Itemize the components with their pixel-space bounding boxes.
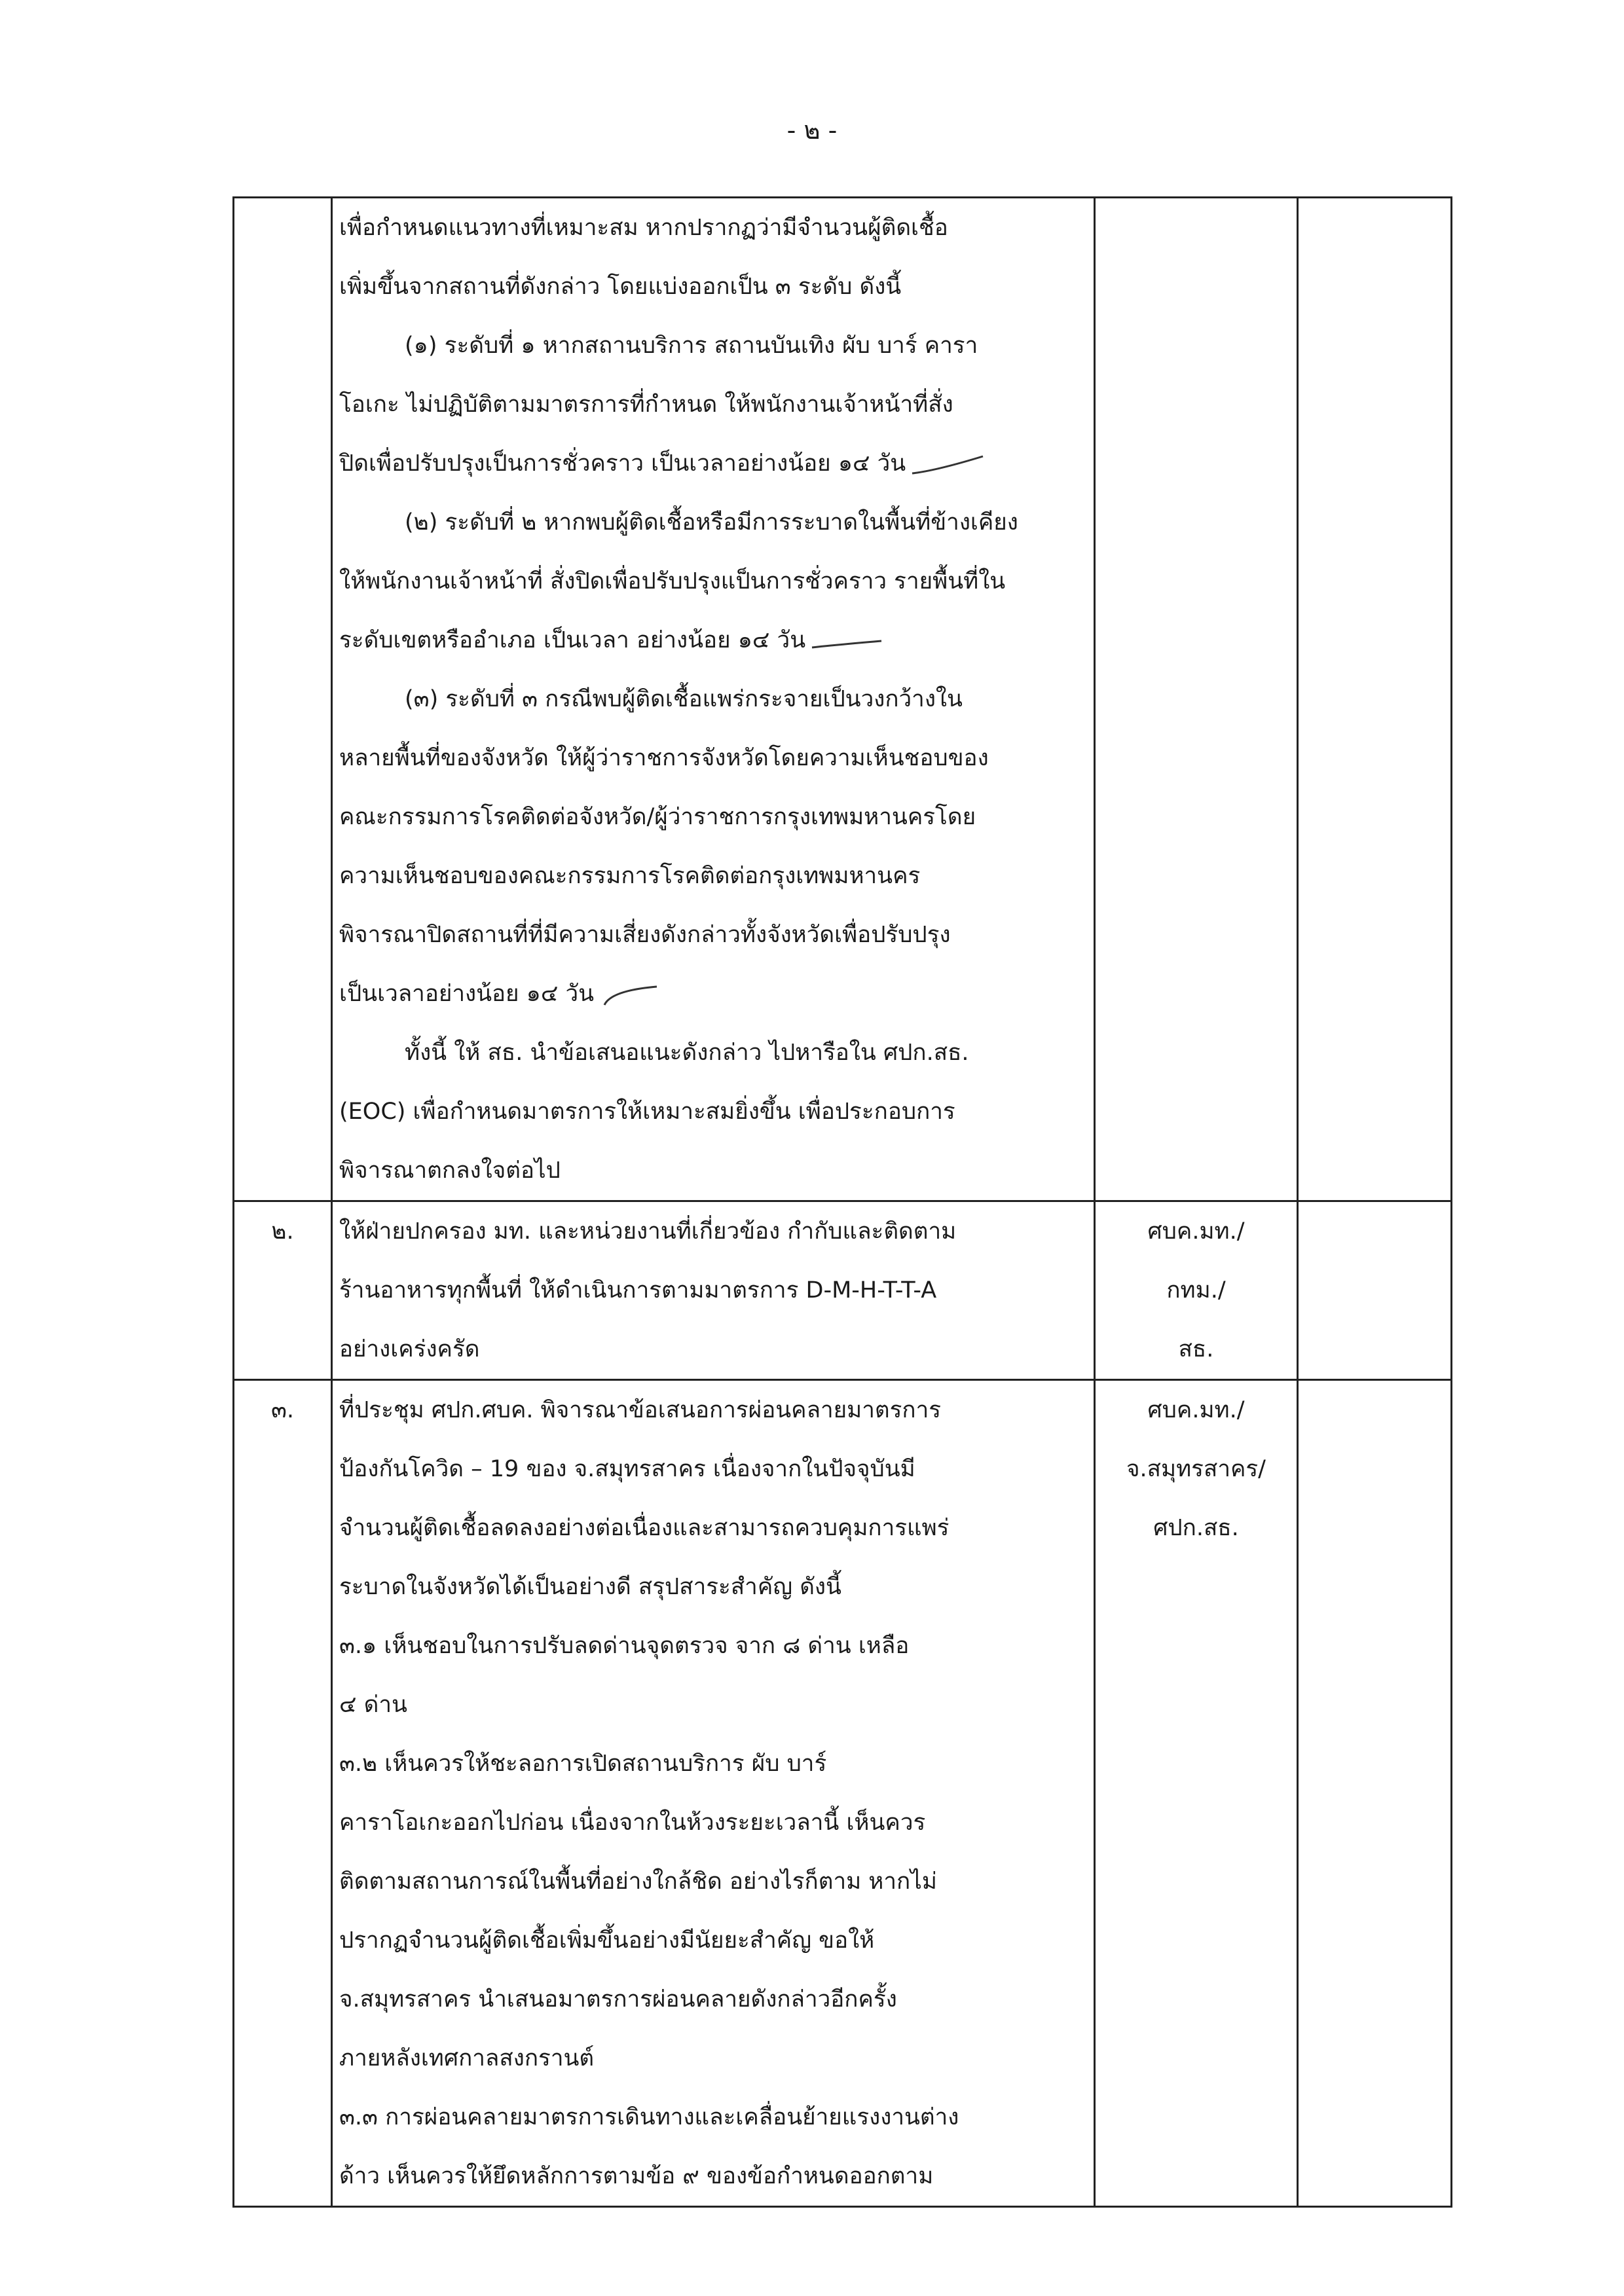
responsible-agency (1095, 1380, 1298, 2207)
text-line: ทั้งนี้ ให้ สธ. นำข้อเสนอแนะดังกล่าว ไปหารือใน ศปก.สธ. (405, 1040, 969, 1066)
table-row (234, 198, 1452, 1201)
item-number (234, 198, 332, 1201)
text-line: ป้องกันโควิด – 19 ของ จ.สมุทรสาคร เนื่องจากในปัจจุบันมี (339, 1456, 915, 1482)
text-line (339, 434, 1086, 493)
text-line-content: ปิดเพื่อปรับปรุงเป็นการชั่วคราว เป็นเวลาอย่างน้อย ๑๔ วัน (339, 450, 906, 477)
text-line: ๔ ด่าน (339, 1692, 407, 1718)
item-description (332, 1380, 1095, 2207)
text-line: ๓.๓ การผ่อนคลายมาตรการเดินทางและเคลื่อนย้ายแรงงานต่าง (339, 2104, 959, 2130)
responsible-line: สธ. (1178, 1336, 1214, 1362)
responsible-line: กทม./ (1166, 1277, 1226, 1303)
text-line: ระบาดในจังหวัดได้เป็นอย่างดี สรุปสาระสำคัญ ดังนี้ (339, 1574, 841, 1600)
text-line: ภายหลังเทศกาลสงกรานต์ (339, 2045, 595, 2071)
text-line: (๓) ระดับที่ ๓ กรณีพบผู้ติดเชื้อแพร่กระจายเป็นวงกว้างใน (405, 686, 963, 712)
responsible-line: ศบค.มท./ (1147, 1397, 1245, 1423)
responsible-agency (1095, 198, 1298, 1201)
item-number: ๒. (234, 1201, 332, 1380)
text-line: พิจารณาตกลงใจต่อไป (339, 1157, 561, 1184)
text-line: จำนวนผู้ติดเชื้อลดลงอย่างต่อเนื่องและสามารถควบคุมการแพร่ (339, 1515, 950, 1541)
text-line: เพิ่มขึ้นจากสถานที่ดังกล่าว โดยแบ่งออกเป็น ๓ ระดับ ดังนี้ (339, 274, 902, 300)
text-line: ด้าว เห็นควรให้ยึดหลักการตามข้อ ๙ ของข้อกำหนดออกตาม (339, 2163, 934, 2189)
handwritten-tick-mark (809, 628, 888, 654)
table-row (234, 1380, 1452, 2207)
text-line: คาราโอเกะออกไปก่อน เนื่องจากในห้วงระยะเวลานี้ เห็นควร (339, 1810, 926, 1836)
handwritten-tick-mark (910, 451, 988, 477)
text-line: ปรากฏจำนวนผู้ติดเชื้อเพิ่มขึ้นอย่างมีนัยยะสำคัญ ขอให้ (339, 1927, 875, 1954)
text-line: ๓.๒ เห็นควรให้ชะลอการเปิดสถานบริการ ผับ บาร์ (339, 1751, 827, 1777)
minutes-table (232, 196, 1452, 2208)
text-line: (๒) ระดับที่ ๒ หากพบผู้ติดเชื้อหรือมีการระบาดในพื้นที่ข้างเคียง (405, 509, 1018, 536)
responsible-line: ศบค.มท./ (1147, 1218, 1245, 1245)
page-number: - ๒ - (786, 116, 838, 145)
text-line: พิจารณาปิดสถานที่ที่มีความเสี่ยงดังกล่าวทั้งจังหวัดเพื่อปรับปรุง (339, 922, 951, 948)
text-line: ร้านอาหารทุกพื้นที่ ให้ดำเนินการตามมาตรการ D-M-H-T-T-A (339, 1277, 937, 1303)
text-line (339, 964, 1086, 1023)
text-line: (EOC) เพื่อกำหนดมาตรการให้เหมาะสมยิ่งขึ้น เพื่อประกอบการ (339, 1099, 955, 1125)
item-description (332, 198, 1095, 1201)
text-line: โอเกะ ไม่ปฏิบัติตามมาตรการที่กำหนด ให้พนักงานเจ้าหน้าที่สั่ง (339, 392, 953, 418)
text-line: หลายพื้นที่ของจังหวัด ให้ผู้ว่าราชการจังหวัดโดยความเห็นชอบของ (339, 745, 989, 771)
text-line: จ.สมุทรสาคร นำเสนอมาตรการผ่อนคลายดังกล่าวอีกครั้ง (339, 1986, 897, 2013)
text-line: ๓.๑ เห็นชอบในการปรับลดด่านจุดตรวจ จาก ๘ ด่าน เหลือ (339, 1633, 910, 1659)
remarks (1298, 1380, 1452, 2207)
table-row (234, 1201, 1452, 1380)
handwritten-tick-mark (598, 981, 663, 1008)
responsible-line: ศปก.สธ. (1153, 1515, 1239, 1541)
text-line-content: เป็นเวลาอย่างน้อย ๑๔ วัน (339, 981, 595, 1007)
text-line: (๑) ระดับที่ ๑ หากสถานบริการ สถานบันเทิง ผับ บาร์ คารา (405, 333, 978, 359)
text-line: ติดตามสถานการณ์ในพื้นที่อย่างใกล้ชิด อย่างไรก็ตาม หากไม่ (339, 1868, 937, 1895)
responsible-agency (1095, 1201, 1298, 1380)
text-line: ให้ฝ่ายปกครอง มท. และหน่วยงานที่เกี่ยวข้อง กำกับและติดตาม (339, 1218, 957, 1245)
item-description (332, 1201, 1095, 1380)
text-line-content: ระดับเขตหรืออำเภอ เป็นเวลา อย่างน้อย ๑๔ วัน (339, 627, 806, 653)
text-line: คณะกรรมการโรคติดต่อจังหวัด/ผู้ว่าราชการกรุงเทพมหานครโดย (339, 804, 976, 830)
text-line: เพื่อกำหนดแนวทางที่เหมาะสม หากปรากฏว่ามีจำนวนผู้ติดเชื้อ (339, 215, 948, 241)
remarks (1298, 1201, 1452, 1380)
responsible-line: จ.สมุทรสาคร/ (1126, 1456, 1266, 1482)
text-line: ความเห็นชอบของคณะกรรมการโรคติดต่อกรุงเทพมหานคร (339, 863, 921, 889)
text-line: ที่ประชุม ศปก.ศบค. พิจารณาข้อเสนอการผ่อนคลายมาตรการ (339, 1397, 942, 1423)
remarks (1298, 198, 1452, 1201)
item-number: ๓. (234, 1380, 332, 2207)
text-line (339, 611, 1086, 670)
text-line: ให้พนักงานเจ้าหน้าที่ สั่งปิดเพื่อปรับปรุงแป็นการชั่วคราว รายพื้นที่ใน (339, 568, 1006, 594)
text-line: อย่างเคร่งครัด (339, 1336, 480, 1362)
